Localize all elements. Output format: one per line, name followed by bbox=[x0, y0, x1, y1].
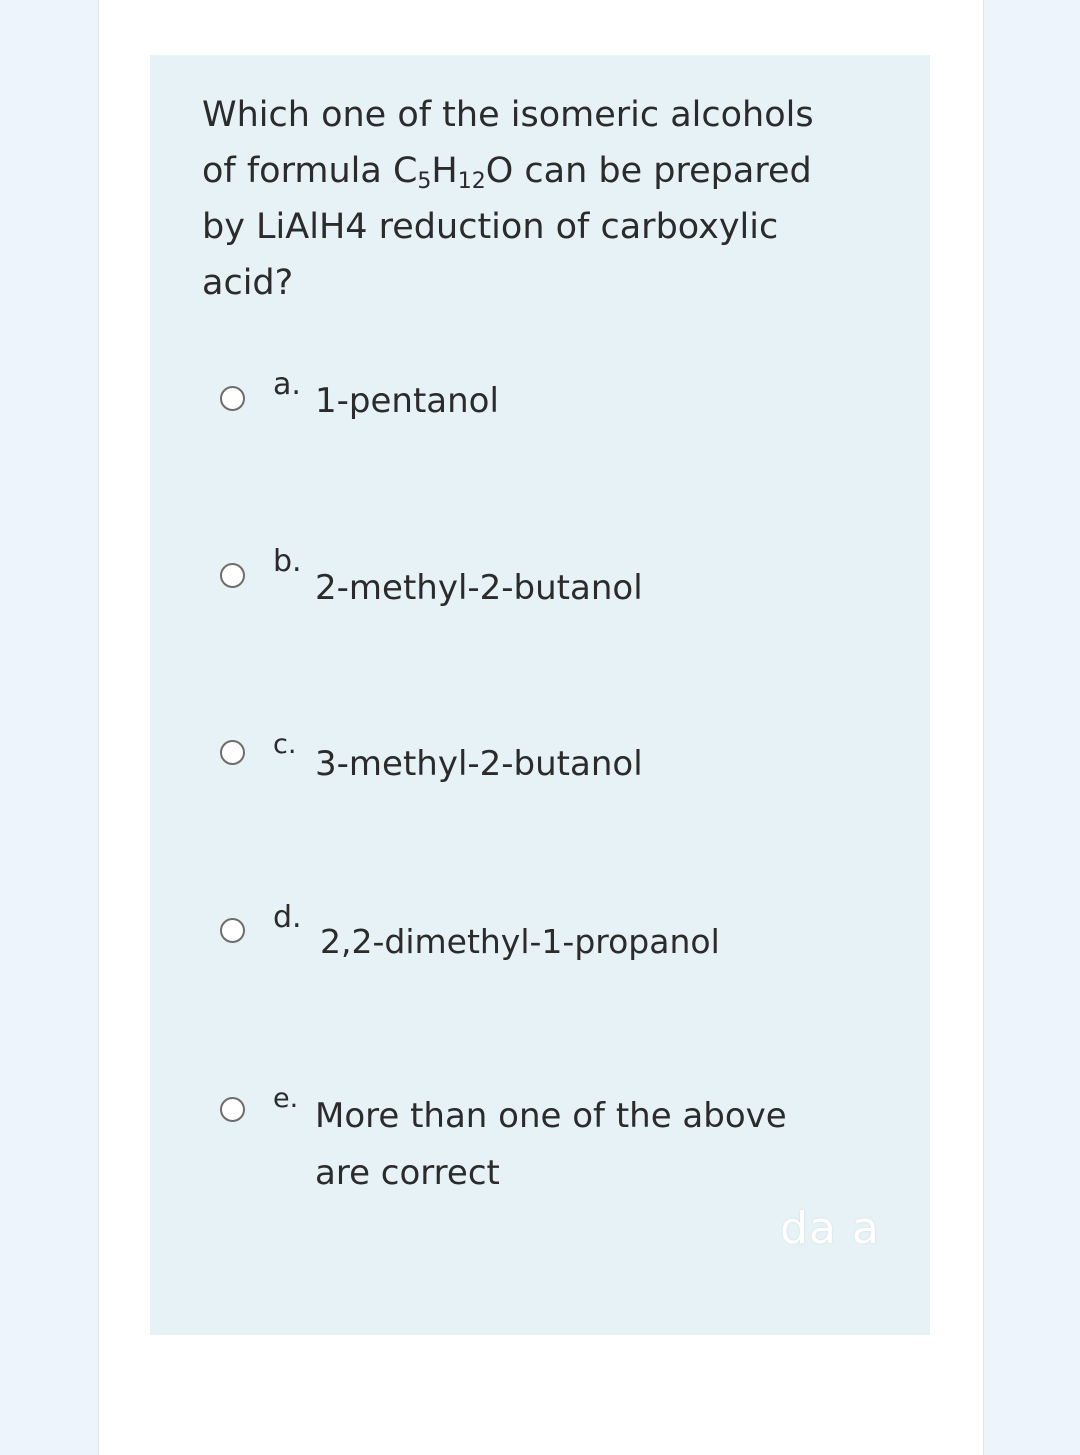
formula-carbon: C bbox=[392, 151, 418, 191]
option-letter: d. bbox=[273, 900, 302, 935]
radio-button[interactable] bbox=[220, 563, 245, 588]
option-label-line-1: More than one of the above bbox=[315, 1096, 787, 1136]
option-letter: e. bbox=[273, 1083, 299, 1114]
question-line-3: by LiAlH4 reduction of carboxylic bbox=[202, 207, 779, 247]
option-label: 1-pentanol bbox=[315, 381, 499, 421]
question-line-2-start: of formula bbox=[202, 151, 393, 191]
formula-oxygen: O bbox=[485, 151, 514, 191]
radio-button[interactable] bbox=[220, 740, 245, 765]
question-line-1: Which one of the isomeric alcohols bbox=[202, 95, 814, 135]
question-line-2-end: can be prepared bbox=[513, 151, 812, 191]
formula bbox=[392, 151, 514, 194]
question-line-4: acid? bbox=[202, 263, 294, 303]
option-label: 3-methyl-2-butanol bbox=[315, 744, 643, 784]
formula-hydrogen: H bbox=[431, 151, 458, 191]
radio-button[interactable] bbox=[220, 918, 245, 943]
radio-button[interactable] bbox=[220, 1097, 245, 1122]
formula-hydrogen-count: 12 bbox=[457, 169, 486, 194]
option-letter: b. bbox=[273, 544, 302, 579]
option-letter: a. bbox=[273, 367, 301, 402]
question-card bbox=[150, 55, 930, 1335]
option-letter: c. bbox=[273, 729, 297, 760]
watermark: da a bbox=[780, 1203, 880, 1254]
option-label: 2-methyl-2-butanol bbox=[315, 568, 643, 608]
option-label-line-2: are correct bbox=[315, 1153, 500, 1193]
option-label: 2,2-dimethyl-1-propanol bbox=[320, 922, 720, 961]
radio-button[interactable] bbox=[220, 386, 245, 411]
formula-carbon-count: 5 bbox=[417, 169, 432, 194]
question-text bbox=[202, 87, 902, 311]
